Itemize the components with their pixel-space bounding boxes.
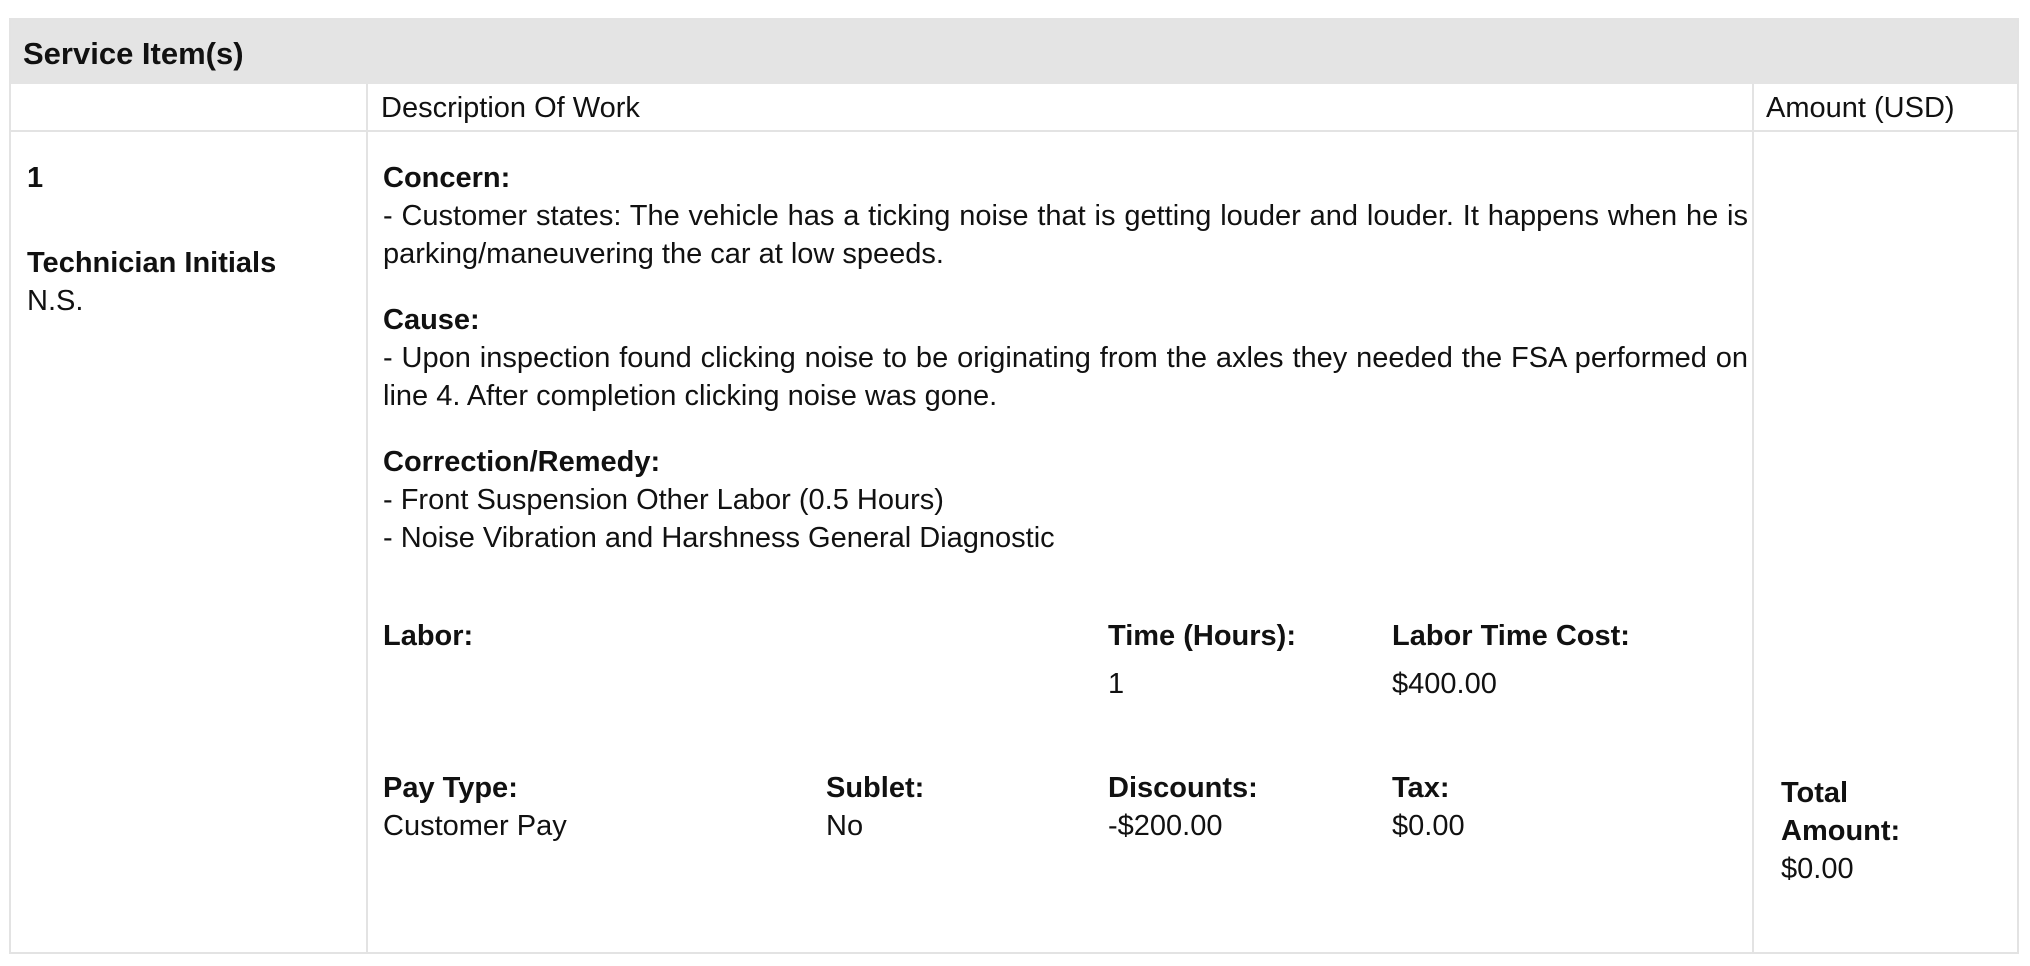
correction-section <box>383 443 1748 557</box>
column-divider <box>1752 84 1754 952</box>
tax-value: $0.00 <box>1392 810 1465 842</box>
cause-text: - Upon inspection found clicking noise to be originating from the axles they needed the FSA performed on line 4. After completion clicking noise was gone. <box>383 342 1748 412</box>
discounts-value: -$200.00 <box>1108 810 1223 842</box>
cause-section <box>383 301 1748 415</box>
pay-type-value: Customer Pay <box>383 810 567 842</box>
tax-label: Tax: <box>1392 772 1450 804</box>
service-items-table <box>9 18 2019 954</box>
cause-label: Cause: <box>383 304 480 336</box>
section-title: Service Item(s) <box>23 36 244 71</box>
section-header <box>11 20 2017 84</box>
sublet-label: Sublet: <box>826 772 925 804</box>
column-header-amount: Amount (USD) <box>1766 92 1955 124</box>
sublet-value: No <box>826 810 864 842</box>
discounts-label: Discounts: <box>1108 772 1258 804</box>
labor-time-cost-value: $400.00 <box>1392 668 1497 700</box>
column-header-row <box>11 84 2017 132</box>
labor-time-cost-label: Labor Time Cost: <box>1392 620 1630 652</box>
labor-label: Labor: <box>383 620 474 652</box>
correction-line: - Noise Vibration and Harshness General Diagnostic <box>383 522 1055 554</box>
total-amount-label: Amount: <box>1781 815 1901 847</box>
time-hours-value: 1 <box>1108 668 1125 700</box>
correction-line: - Front Suspension Other Labor (0.5 Hours) <box>383 484 944 516</box>
time-hours-label: Time (Hours): <box>1108 620 1296 652</box>
technician-initials-label: Technician Initials <box>27 247 277 279</box>
correction-label: Correction/Remedy: <box>383 446 661 478</box>
total-amount-value: $0.00 <box>1781 853 1854 885</box>
concern-label: Concern: <box>383 162 511 194</box>
pay-type-label: Pay Type: <box>383 772 518 804</box>
concern-section <box>383 159 1748 273</box>
column-divider <box>366 84 368 952</box>
technician-initials-value: N.S. <box>27 285 84 317</box>
column-header-description: Description Of Work <box>381 92 640 124</box>
concern-text: - Customer states: The vehicle has a ticking noise that is getting louder and louder. It happens when he is parking/maneuvering the car at low speeds. <box>383 200 1748 270</box>
item-number: 1 <box>27 162 44 194</box>
total-amount-label: Total <box>1781 777 1849 809</box>
